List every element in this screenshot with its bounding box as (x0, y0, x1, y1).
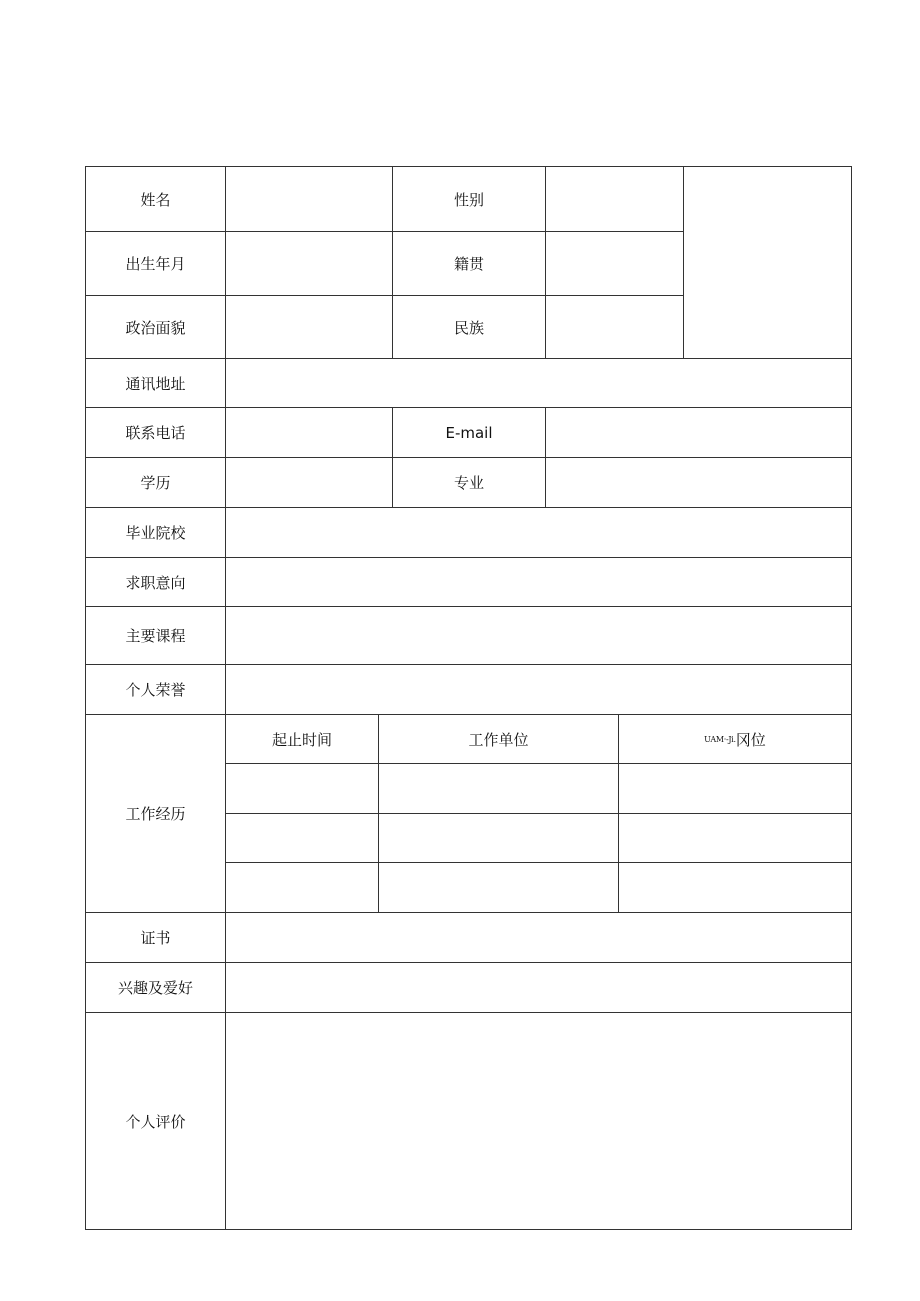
label-political-status: 政治面貌 (125, 318, 186, 337)
hobbies-field[interactable] (226, 963, 851, 1012)
work-row-3-position[interactable] (619, 863, 851, 912)
label-work-experience: 工作经历 (125, 805, 186, 823)
work-row-3-period[interactable] (226, 863, 378, 912)
label-school: 毕业院校 (125, 524, 186, 542)
label-self-evaluation: 个人评价 (125, 1112, 186, 1131)
work-row-3-employer[interactable] (379, 863, 618, 912)
photo-area[interactable] (684, 167, 851, 358)
ethnicity-field[interactable] (546, 296, 683, 358)
label-education: 学历 (140, 474, 171, 492)
position-header-text (704, 729, 766, 750)
work-row-2-employer[interactable] (379, 814, 618, 862)
phone-field[interactable] (226, 408, 392, 457)
label-ethnicity: 民族 (453, 318, 484, 337)
table-border-right (851, 166, 852, 1230)
work-header-employer: 工作单位 (468, 730, 529, 749)
label-job-intention: 求职意向 (125, 573, 186, 592)
self-evaluation-field[interactable] (226, 1013, 851, 1229)
label-certificates: 证书 (140, 929, 171, 947)
email-field[interactable] (546, 408, 851, 457)
school-field[interactable] (226, 508, 851, 557)
certificates-field[interactable] (226, 913, 851, 962)
label-native-place: 籍贯 (453, 255, 484, 273)
work-header-period: 起止时间 (271, 730, 332, 749)
label-major: 专业 (453, 474, 484, 492)
native-place-field[interactable] (546, 232, 683, 295)
work-row-2-position[interactable] (619, 814, 851, 862)
work-row-1-position[interactable] (619, 764, 851, 813)
birth-field[interactable] (226, 232, 392, 295)
label-address: 通讯地址 (125, 374, 186, 393)
work-header-position (619, 715, 851, 763)
label-phone: 联系电话 (125, 424, 186, 442)
major-field[interactable] (546, 458, 851, 507)
political-status-field[interactable] (226, 296, 392, 358)
gender-field[interactable] (546, 167, 683, 231)
position-header-prefix: UAM·-Ji. (704, 734, 736, 744)
education-field[interactable] (226, 458, 392, 507)
work-row-1-employer[interactable] (379, 764, 618, 813)
name-field[interactable] (226, 167, 392, 231)
work-row-1-period[interactable] (226, 764, 378, 813)
address-field[interactable] (226, 359, 851, 407)
honors-field[interactable] (226, 665, 851, 714)
label-email: E-mail (445, 423, 493, 442)
work-row-2-period[interactable] (226, 814, 378, 862)
label-courses: 主要课程 (125, 627, 186, 645)
label-honors: 个人荣誉 (125, 681, 186, 699)
label-gender: 性别 (453, 190, 484, 209)
label-name: 姓名 (140, 190, 171, 209)
courses-field[interactable] (226, 607, 851, 664)
label-hobbies: 兴趣及爱好 (117, 979, 193, 997)
position-header-label: 冈位 (735, 730, 766, 749)
label-birth: 出生年月 (125, 255, 186, 273)
job-intention-field[interactable] (226, 558, 851, 606)
table-border-bottom (85, 1229, 852, 1230)
